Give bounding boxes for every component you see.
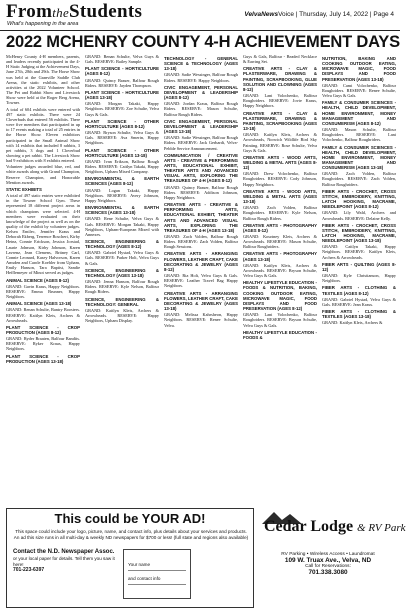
ad-headline: This could be YOUR AD! <box>54 511 206 526</box>
placeholder-contact-label: and contact info <box>128 576 161 581</box>
category-heading: CREATIVE ARTS - WOOD ARTS, WELDING & METAL ARTS (AGES 13-18) <box>243 188 317 205</box>
article-paragraph: GRAND: Logan Takaki, Happy Neighbors. RESERVE: Avery Johnson, Happy Neighbors. <box>85 187 159 203</box>
article-paragraph: GRAND: Quincy Brauer, Balfour Rough Riders. RESERVE: Addison Johnson, Happy Neighbors. <box>164 184 238 200</box>
article-paragraph: GRAND: Gabriel Hystad, Velva Guys & Gals. RESERVE: Parker Holt, Velva Guys & Gals. <box>85 250 159 266</box>
category-heading: ENVIRONMENTAL & EARTH SCIENCES (AGES 8-12) <box>85 176 159 187</box>
ad-body: This space could include your logo, picture, name, and contact info, plus details about your services and products. An ad this size runs in all multi-day & weekly ND newspapers for $700 or less! (full state and regions also available) <box>13 529 249 540</box>
article-paragraph: GRAND: Zach Volden, Balfour Roughriders. RESERVE: Zach Volden, Balfour Roughriders. <box>322 171 396 187</box>
paper-name: Velva <box>244 11 262 18</box>
article-paragraph: GRAND: Morgan Takaki, Happy Neighbors. RESERVE: Zoe Schulte, Velva Guys & Gals. <box>85 101 159 117</box>
article-paragraph: GRAND: Renan Schulte, Velva Guys & Gals. RESERVE: Bailey Sample. <box>85 54 159 65</box>
section-title <box>6 1 142 23</box>
category-heading: PLANT SCIENCE - OTHER HORTICULTURE (AGES 13-18) <box>85 147 159 158</box>
issue-info: VelvaNewsVoice | Thursday, July 14, 2022 | Page 4 <box>244 11 394 18</box>
category-heading: FIBER ARTS - CROCHET, CROSS STITCH, EMBROIDERY, KNITTING, LATCH HOOKING, MACRAME, NEEDLEPOINT (AGES 13-18) <box>322 222 396 244</box>
article-paragraph: GRAND: Kyle Christianson, Happy Neighbors. <box>322 273 396 284</box>
article-paragraph: GRAND: Jenna Hanson, Balfour Rough Riders. RESERVE: Kyle Nelson, Balfour Rough Riders. <box>85 279 159 295</box>
article-paragraph: GRAND: Lani Volochenko, Balfour Roughriders. RESERVE: Bryson Schulte, Velva Guys & Gals. <box>243 312 317 328</box>
ad-contact <box>13 549 117 573</box>
page-number: Page 4 <box>373 11 394 18</box>
ad-contact-line: or your local paper for details. Tell them you saw it here! <box>13 556 115 567</box>
article-paragraph: GRAND: Drew Volochenko, Balfour Roughriders. RESERVE: Cody Johnson, Happy Neighbors. <box>243 171 317 187</box>
article-column <box>243 54 317 504</box>
placeholder-name-label: Your name <box>128 562 151 567</box>
category-heading: PLANT SCIENCE - HORTICULTURE (AGES 13-18) <box>85 89 159 101</box>
article-paragraph: GRAND: Caitlyn Takaki, Happy Neighbors. RESERVE: Kaitlyn Kleis, Archers & Arrowheads. <box>322 244 396 260</box>
category-heading: STATIC EXHIBITS <box>6 186 42 192</box>
category-heading: NUTRITION, BAKING AND COOKING OUTDOOR EATING, MICROWAVE MAGIC, FOOD DISPLAYS AND FOOD PRESERVATION (AGES 13-18) <box>322 56 396 82</box>
category-heading: CREATIVE ARTS - PHOTOGRAPHY (AGES 13-18) <box>243 251 317 262</box>
title-students: Students <box>69 1 143 22</box>
category-heading: COMMUNICATION / CREATIVE ARTS - CREATIVE & PERFORMING ARTS, EDUCATIONAL EXHIBIT, THEATER ARTS AND ADVANCED VISUAL ARTS, EXPLORING THE TREASURES OF 4-H (AGES 8-12) <box>164 152 238 184</box>
article-paragraph: GRAND: Sadie Wessinger, Balfour Rough Riders. RESERVE: Jack Gerhardt, Velva-Pebble Service Announcement. <box>164 135 238 151</box>
category-heading: SCIENCE, ENGINEERING & TECHNOLOGY (AGES 13-18) <box>85 267 159 278</box>
business-name-suffix: & RV Park <box>357 522 406 534</box>
category-heading: ANIMAL SCIENCE (AGES 13-18) <box>6 301 72 307</box>
reservations-label: Call for Reservations: <box>305 564 351 569</box>
category-heading: CIVIC ENGAGEMENT, PERSONAL DEVELOPMENT & LEADERSHIP (AGES 13-18) <box>164 118 238 135</box>
article-paragraph: GRAND: Ria Holt, Velva Guys & Gals. RESERVE: Leather Travel Bag Happy Neighbors. <box>164 273 238 289</box>
article-headline: 2022 MCHENRY COUNTY 4-H ACHIEVEMENT DAYS <box>6 33 400 51</box>
article-paragraph: GRAND: Zach Volden, Balfour Roughriders. RESERVE: Kyle Nelson, Balfour Rough Riders. <box>243 205 317 221</box>
category-heading: CREATIVE ARTS - PHOTOGRAPHY (AGES 8-12) <box>243 222 317 233</box>
newspaper-association-ad <box>6 508 254 608</box>
category-heading: FAMILY & CONSUMER SCIENCES - HEALTH, CHILD DEVELOPMENT, HOME ENVIRONMENT, MONEY MANAGEMENT AND CONSUMERISM (AGES 8-12) <box>322 100 396 126</box>
business-phone: 701.338.3080 <box>308 569 348 576</box>
article-paragraph: GRAND: Rene Schulte, Velva Guys & Gals. RESERVE: Morgan Takaki, Happy Neighbors, Upham-European Mixed with Annexes. <box>85 216 159 237</box>
category-heading: PLANT SCIENCE - OTHER HORTICULTURE (AGES 8-12) <box>85 118 159 129</box>
article-paragraph: GRAND: Mason Schulte, Balfour Roughriders. RESERVE: Lani Volochenko, Balfour Roughriders. <box>322 127 396 143</box>
category-heading: CREATIVE ARTS - WOOD ARTS, WELDING & METAL ARTS (AGES 8-12) <box>243 154 317 171</box>
article-paragraph: GRAND: Gabriel Hystad, Velva Guys & Gals. RESERVE: Jean Kraus. <box>322 296 396 307</box>
business-name <box>264 518 406 536</box>
ad-placeholder-box <box>123 549 191 599</box>
article-paragraph: GRAND: Melissa Kahrsheon, Happy Neighbors. RESERVE: Renee Schulte, Velva. <box>164 312 238 328</box>
article-paragraph: GRAND: Zach Volden, Balfour Rough Riders. RESERVE: Zach Volden, Balfour Rough Sessions. <box>164 234 238 250</box>
article-paragraph: GRAND: Bryson Schulte, Velva Guys & Gals. RESERVE: Ava Smerin, Happy Neighbors. <box>85 130 159 146</box>
masthead <box>0 0 400 31</box>
article-paragraph: GRAND: Kaitlyn Kleis, Archers & Arrowheads, Norwich Wildlife Bird Sky Painting. RESERVE: Rose Schulte, Velva Guys & Gals. <box>243 132 317 153</box>
article-paragraph: GRAND: Cami Volochenko, Balfour Roughriders. RESERVE: Renee Schulte, Velva Guys & Gals. <box>322 82 396 99</box>
category-heading: CIVIC ENGAGEMENT, PERSONAL DEVELOPMENT & LEADERSHIP (AGES 8-12) <box>164 84 238 101</box>
category-heading: FIBER ARTS - CROCHET, CROSS STITCH, EMBROIDERY, KNITTING, LATCH HOOKING, MACRAME, NEEDLEPOINT (AGES 8-12) <box>322 188 396 210</box>
article-column <box>322 54 396 504</box>
article-paragraph: GRAND: Sadie Wessinger, Balfour Rough Riders. RESERVE: Happy Neighbors. <box>164 72 238 83</box>
article-columns <box>6 54 396 504</box>
article-paragraph: GRAND: Renan Schulte, Bantry Boosters. RESERVE: Kaitlyn Kleis, Archers & Arrowheads. <box>6 307 80 323</box>
article-paragraph: GRAND: Jordan Kraus, Balfour Rough Riders. RESERVE: Mason Schulte, Balfour Rough Riders. <box>164 101 238 117</box>
article-paragraph: GRAND: Kourtney Kleis, Archers & Arrowheads. RESERVE: Mason Schulte, Balfour Roughriders. <box>243 234 317 250</box>
issue-date: Thursday, July 14, 2022 <box>299 11 369 18</box>
placeholder-line <box>128 570 186 571</box>
category-heading: TECHNOLOGY - GENERAL SCIENCE & TECHNOLOGY (AGES 13-18) <box>164 56 238 72</box>
placeholder-line <box>128 584 186 585</box>
article-paragraph: GRAND: Lily Wald, Archers and Arrowheads. RESERVE: Delaine Kelly. <box>322 210 396 221</box>
category-heading: FIBER ARTS - CLOTHING & TEXTILES (AGES 8-12) <box>322 285 396 296</box>
title-from: From <box>6 1 53 22</box>
amenities: RV Parking • Wireless Access • Laundromat <box>281 552 375 557</box>
category-heading: CREATIVE ARTS - CLAY & PLASTERWARE, DRAWING & PAINTING, SCRAPBOOKING, GLUE SOLUTION AND CLOWNING (AGES 8-12) <box>243 66 317 92</box>
article-paragraph: Volunteer judges awarded blue, red, and white awards along with Grand Champion, Reserve Champion, and Honorable Mention awards. <box>6 164 80 185</box>
article-paragraph: A total of 604 exhibits were entered with 497 static exhibits. There were 24 Cloverbuds that entered 56 exhibits. There were five members that participated in up to 17 events making a total of 25 entries in the Horse Show. Eleven exhibitors participated in the Small Animal Show with 14 exhibits that included 8 rabbits, 3 pet rabbits, 3 dogs and 1 Cloverbud showing a pet rabbit. The Livestock Show had 9 exhibitors with 8 exhibits entered. <box>6 106 80 164</box>
category-heading: CREATIVE ARTS - CLAY & PLASTERWARE, DRAWING & PAINTING, SCRAPBOOKING (AGES 13-18) <box>243 110 317 132</box>
article-paragraph: A total of 497 static entries were exhibited in the Towner School Gym. These represented 18 different project areas in which champions were selected. 4-H members were evaluated on their knowledge of the project as well as on the quality of the exhibit by volunteer judges. Kelsea Emilec, Jennifer Kraus and Deborah Ekberg, Terrence Boschert, Kirby Heinz, Connie Erickson, Jessica Jorstad, Laurie Johnson, Kirby Johnson, Karen Lavrenz, Jean Clemens, Britney Carl, Connie Leonard, Kasey Halvorson, Karen Amsden and Carole Koehler from Upham, Emily Hanson, Tara Baptist, Sandie Hefflemeyer of Minot served as judges. <box>6 193 80 276</box>
article-paragraph: GRAND: Lani Volochenko, Balfour Roughriders. RESERVE: Jovie Kraus, Happy Neighbors. <box>243 93 317 109</box>
category-heading: PLANT SCIENCE - CROP PRODUCTION (AGES 8-12) <box>6 324 80 335</box>
category-heading: PLANT SCIENCE - HORTICULTURE (AGES 8-12) <box>85 66 159 77</box>
paper-suffix: Voice <box>278 11 294 18</box>
article-column <box>85 54 159 504</box>
paper-name-italic: News <box>261 11 279 18</box>
article-paragraph: GRAND: Ivan Erikson, Balfour Rough Riders. RESERVE: Caitlyn Takaki, Happy Neighbors, Upham Mixed Company. <box>85 158 159 175</box>
ad-contact-title: Contact the N.D. Newspaper Assoc. <box>13 549 115 555</box>
section-subtitle: What's happening in the area <box>7 21 79 27</box>
category-heading: FAMILY & CONSUMER SCIENCES - HEALTH, CHILD DEVELOPMENT, HOME ENVIRONMENT, MONEY MANAGEMENT AND CONSUMERISM (AGES 13-18) <box>322 144 396 171</box>
category-heading: CREATIVE ARTS - CREATIVE & PERFORMING ARTS, EDUCATIONAL EXHIBIT, THEATER ARTS AND ADVANCED VISUAL ARTS, EXPLORING THE TREASURES OF 4-H (AGES 13-18) <box>164 202 238 233</box>
category-heading: HEALTHY LIFESTYLE EDUCATION - FOODS & NUTRITION, BAKING, COOKING OUTDOOR EATING, MICROWAVE MAGIC, FOOD DISPLAYS AND FOOD PRESERVATION (AGES 8-12) <box>243 280 317 312</box>
category-heading: SCIENCE, ENGINEERING & TECHNOLOGY: GENERAL <box>85 296 159 307</box>
title-the: the <box>52 5 70 20</box>
article-paragraph: GRAND: Quincy Brauer, Balfour Rough Riders. RESERVE: Jayden Thompson. <box>85 77 159 88</box>
category-heading: FIBER ARTS - CLOTHING & TEXTILES (AGES 13-18) <box>322 309 396 320</box>
category-heading: CREATIVE ARTS - ARRANGING FLOWERS, LEATHER CRAFT, CAKE DECORATING & JEWELRY (AGES 8-12) <box>164 251 238 272</box>
category-heading: CREATIVE ARTS - ARRANGING FLOWERS, LEATHER CRAFT, CAKE DECORATING & JEWELRY (AGES 13-18) <box>164 290 238 312</box>
ad-contact-phone: 701-223-6397 <box>13 566 45 573</box>
article-paragraph: McHenry County 4-H members, parents, and leaders recently participated in the 4-H Static Judging at the Achievement Days, June 27th, 28th and 29th. The Horse Show was held at the Granville Saddle Club Arena, the static exhibits, and other activities at the 2022 Volunteer School. The Pet and Rabbit Show and Livestock Show were held at the Roger Berg Arena, Towner. <box>6 54 80 106</box>
category-heading: ENVIRONMENTAL & EARTH SCIENCES (AGES 13-18) <box>85 205 159 216</box>
article-column <box>164 54 238 504</box>
article-paragraph: Guys & Gals, Balfour - Beaded Necklace & Earring Set. <box>243 54 317 65</box>
article-paragraph: GRAND: Gavin Kraus, Happy Neighbors. RESERVE: Emma Brunner, Happy Neighbors. <box>6 283 80 300</box>
category-heading: ANIMAL SCIENCE (AGES 8-12) <box>6 277 69 283</box>
category-heading: FIBER ARTS - QUILTING (AGES 8-12) <box>322 261 396 272</box>
article-paragraph: GRAND: Kaitlyn Kleis, Archers & Arrowheads. RESERVE: Happy Neighbors, Upham Display. <box>85 307 159 324</box>
business-address: 109 W. Truax Ave., Velva, ND <box>284 557 372 564</box>
business-details <box>262 552 394 576</box>
article-column <box>6 54 80 504</box>
article-paragraph: GRAND: Ryder Braaten, Balfour Bandits. RESERVE: Ryker Kraus, Happy Neighbors. <box>6 336 80 352</box>
business-name-main: Cedar Lodge <box>264 518 354 535</box>
article-paragraph: GRAND: Kaitlyn Kleis, Archers & <box>322 320 383 326</box>
category-heading: HEALTHY LIFESTYLE EDUCATION - FOODS & <box>243 329 317 340</box>
cedar-lodge-ad <box>258 508 406 608</box>
article-paragraph: GRAND: Kaitlyn Kleis, Archers & Arrowheads. RESERVE: Bryson Schulte, Velva Guys & Gals. <box>243 262 317 279</box>
category-heading: PLANT SCIENCE - CROP PRODUCTION (AGES 13-18) <box>6 353 80 364</box>
category-heading: SCIENCE, ENGINEERING & TECHNOLOGY (AGES 8-12) <box>85 239 159 250</box>
